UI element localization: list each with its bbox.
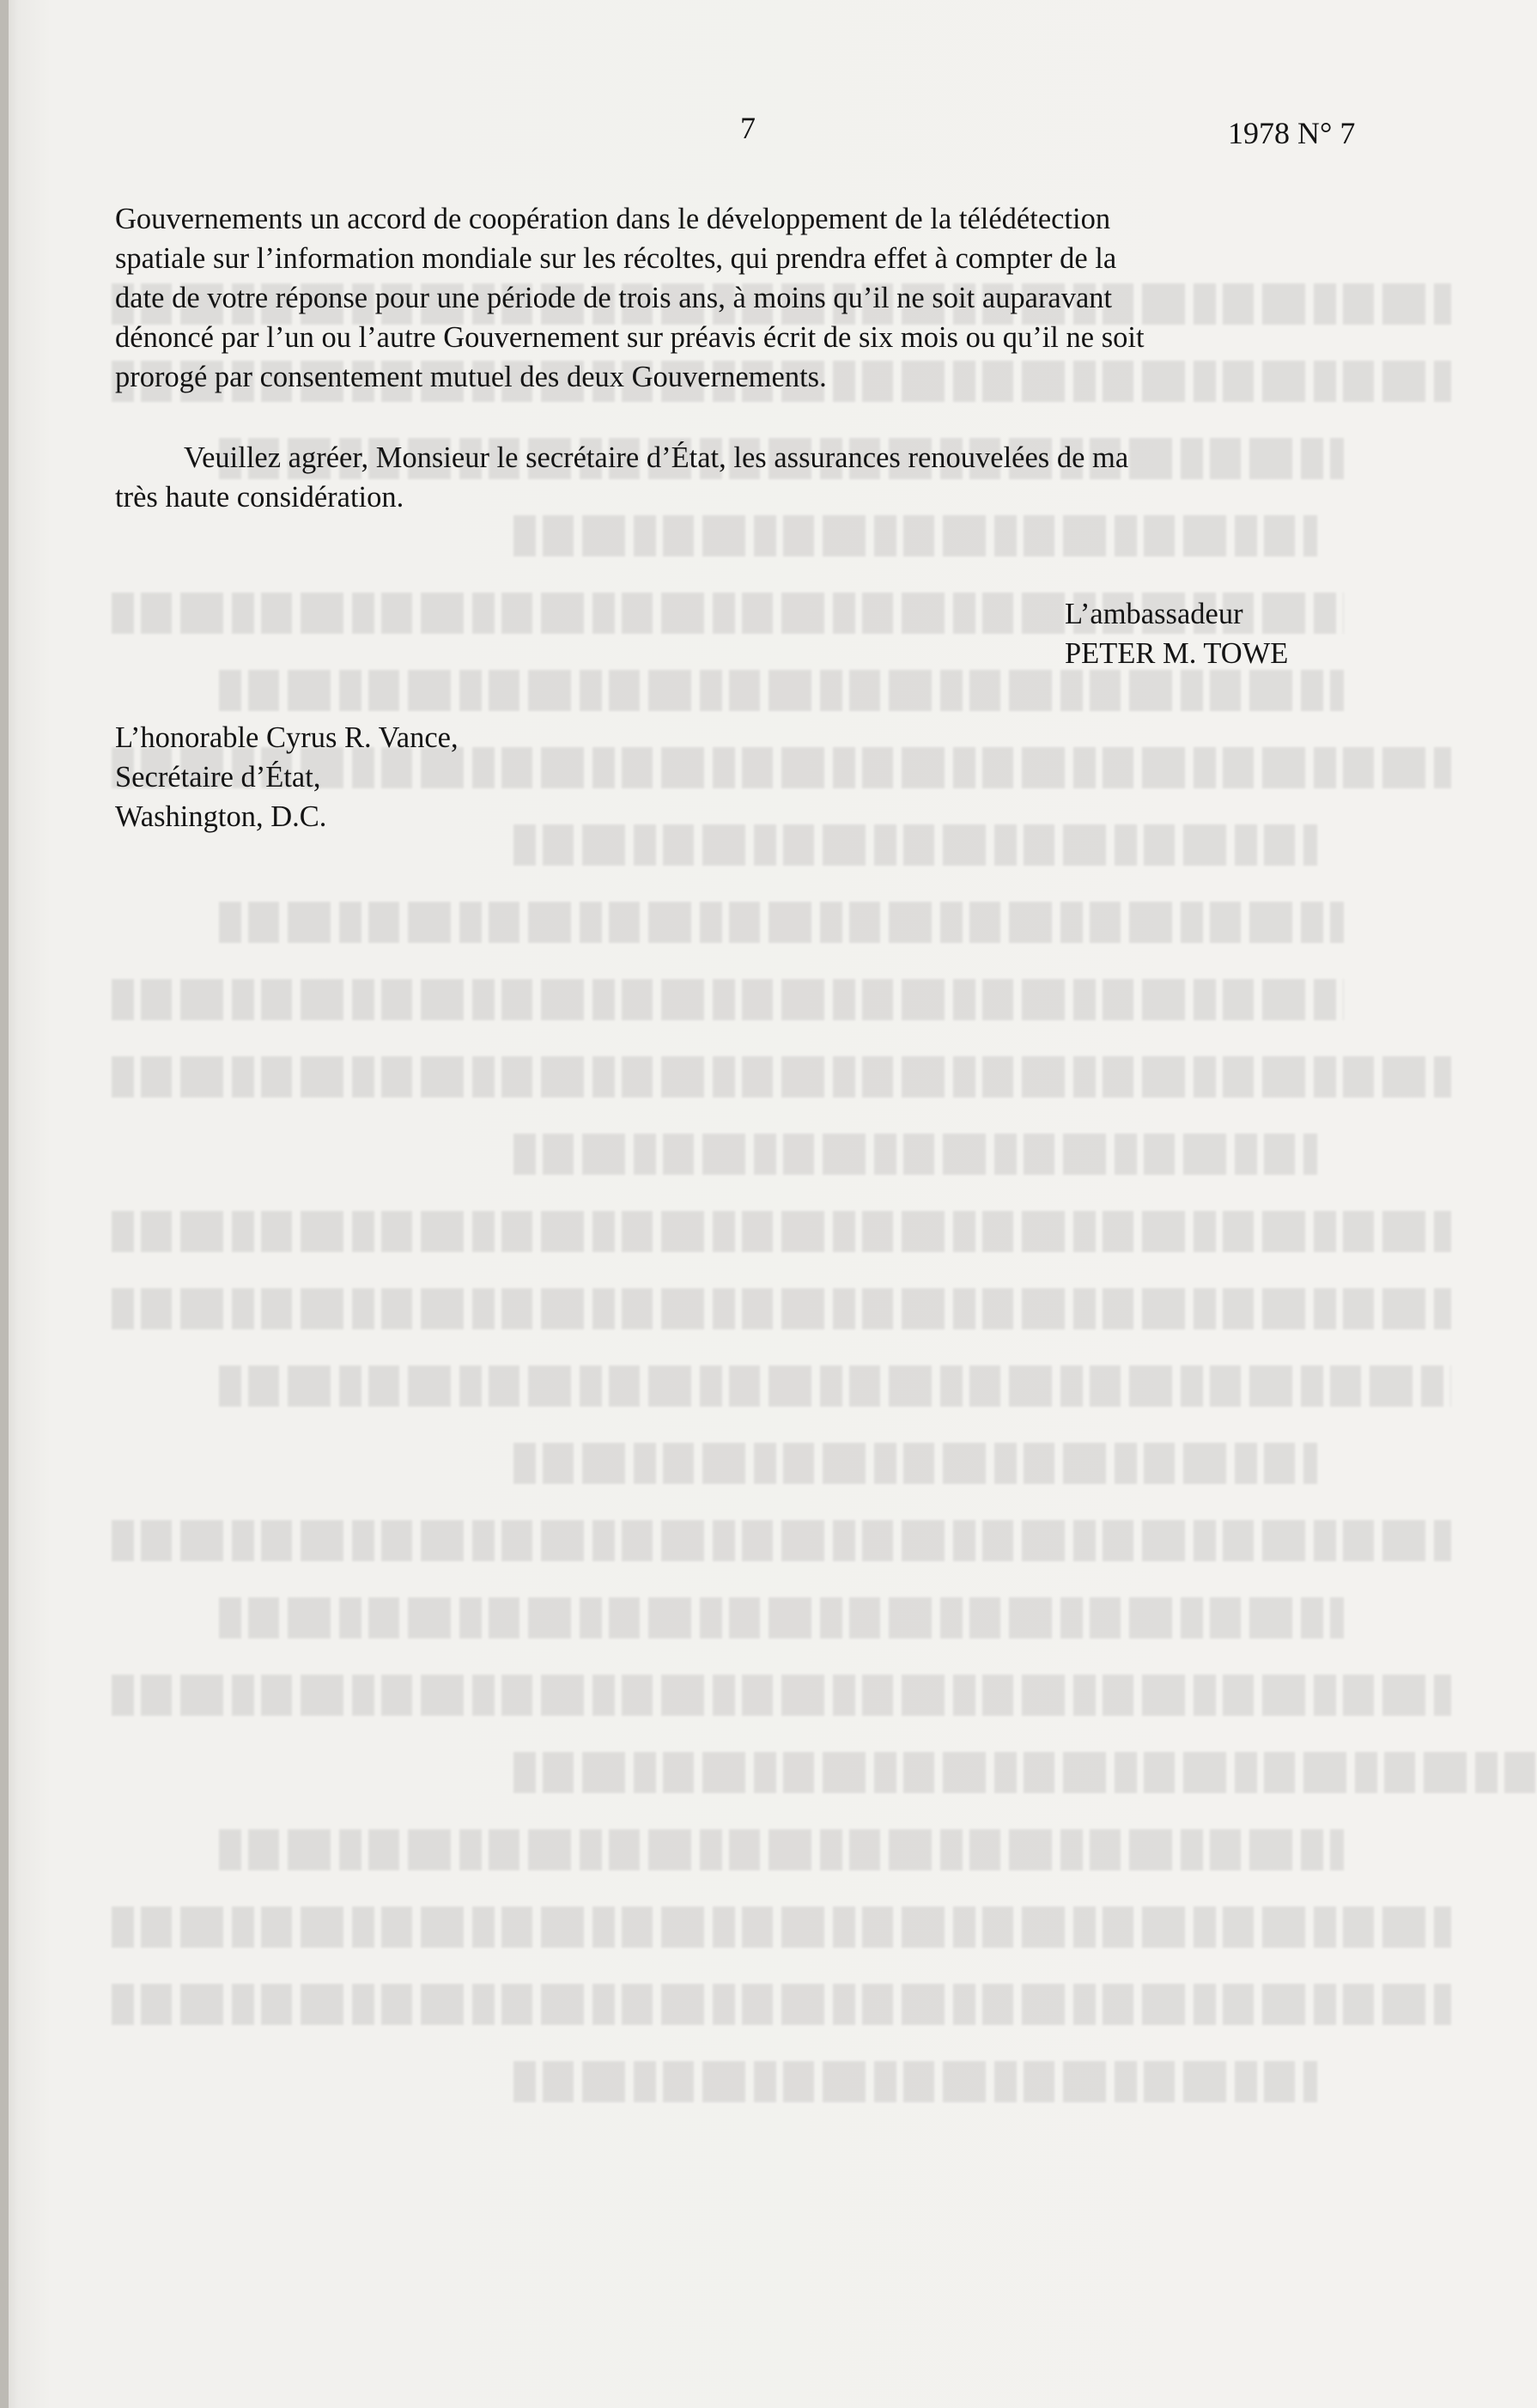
paragraph-closing: [115, 438, 1429, 517]
addressee-city: Washington, D.C.: [115, 800, 327, 833]
treaty-series-number: 1978 N° 7: [1228, 116, 1356, 150]
paragraph-line: Gouvernements un accord de coopération dans le développement de la télédétection: [115, 203, 1111, 235]
binding-edge: [0, 0, 9, 2408]
paragraph-agreement: [115, 199, 1429, 397]
addressee-title: Secrétaire d’État,: [115, 761, 321, 794]
addressee-name: L’honorable Cyrus R. Vance,: [115, 721, 459, 754]
paragraph-line: très haute considération.: [115, 481, 404, 514]
addressee-block: [115, 718, 459, 836]
show-through-text-from-reverse: [112, 283, 1451, 2259]
paragraph-line: Veuillez agréer, Monsieur le secrétaire d’État, les assurances renouvelées de ma: [184, 441, 1129, 474]
paragraph-line: prorogé par consentement mutuel des deux Gouvernements.: [115, 361, 827, 393]
paragraph-line: dénoncé par l’un ou l’autre Gouvernement sur préavis écrit de six mois ou qu’il ne soit: [115, 321, 1145, 354]
signature-name: PETER M. TOWE: [1065, 637, 1289, 670]
signature-block: [1065, 594, 1288, 673]
paragraph-line: date de votre réponse pour une période de trois ans, à moins qu’il ne soit auparavant: [115, 282, 1113, 314]
signature-title: L’ambassadeur: [1065, 598, 1243, 630]
page-number: 7: [740, 111, 756, 145]
paragraph-line: spatiale sur l’information mondiale sur les récoltes, qui prendra effet à compter de la: [115, 242, 1117, 275]
